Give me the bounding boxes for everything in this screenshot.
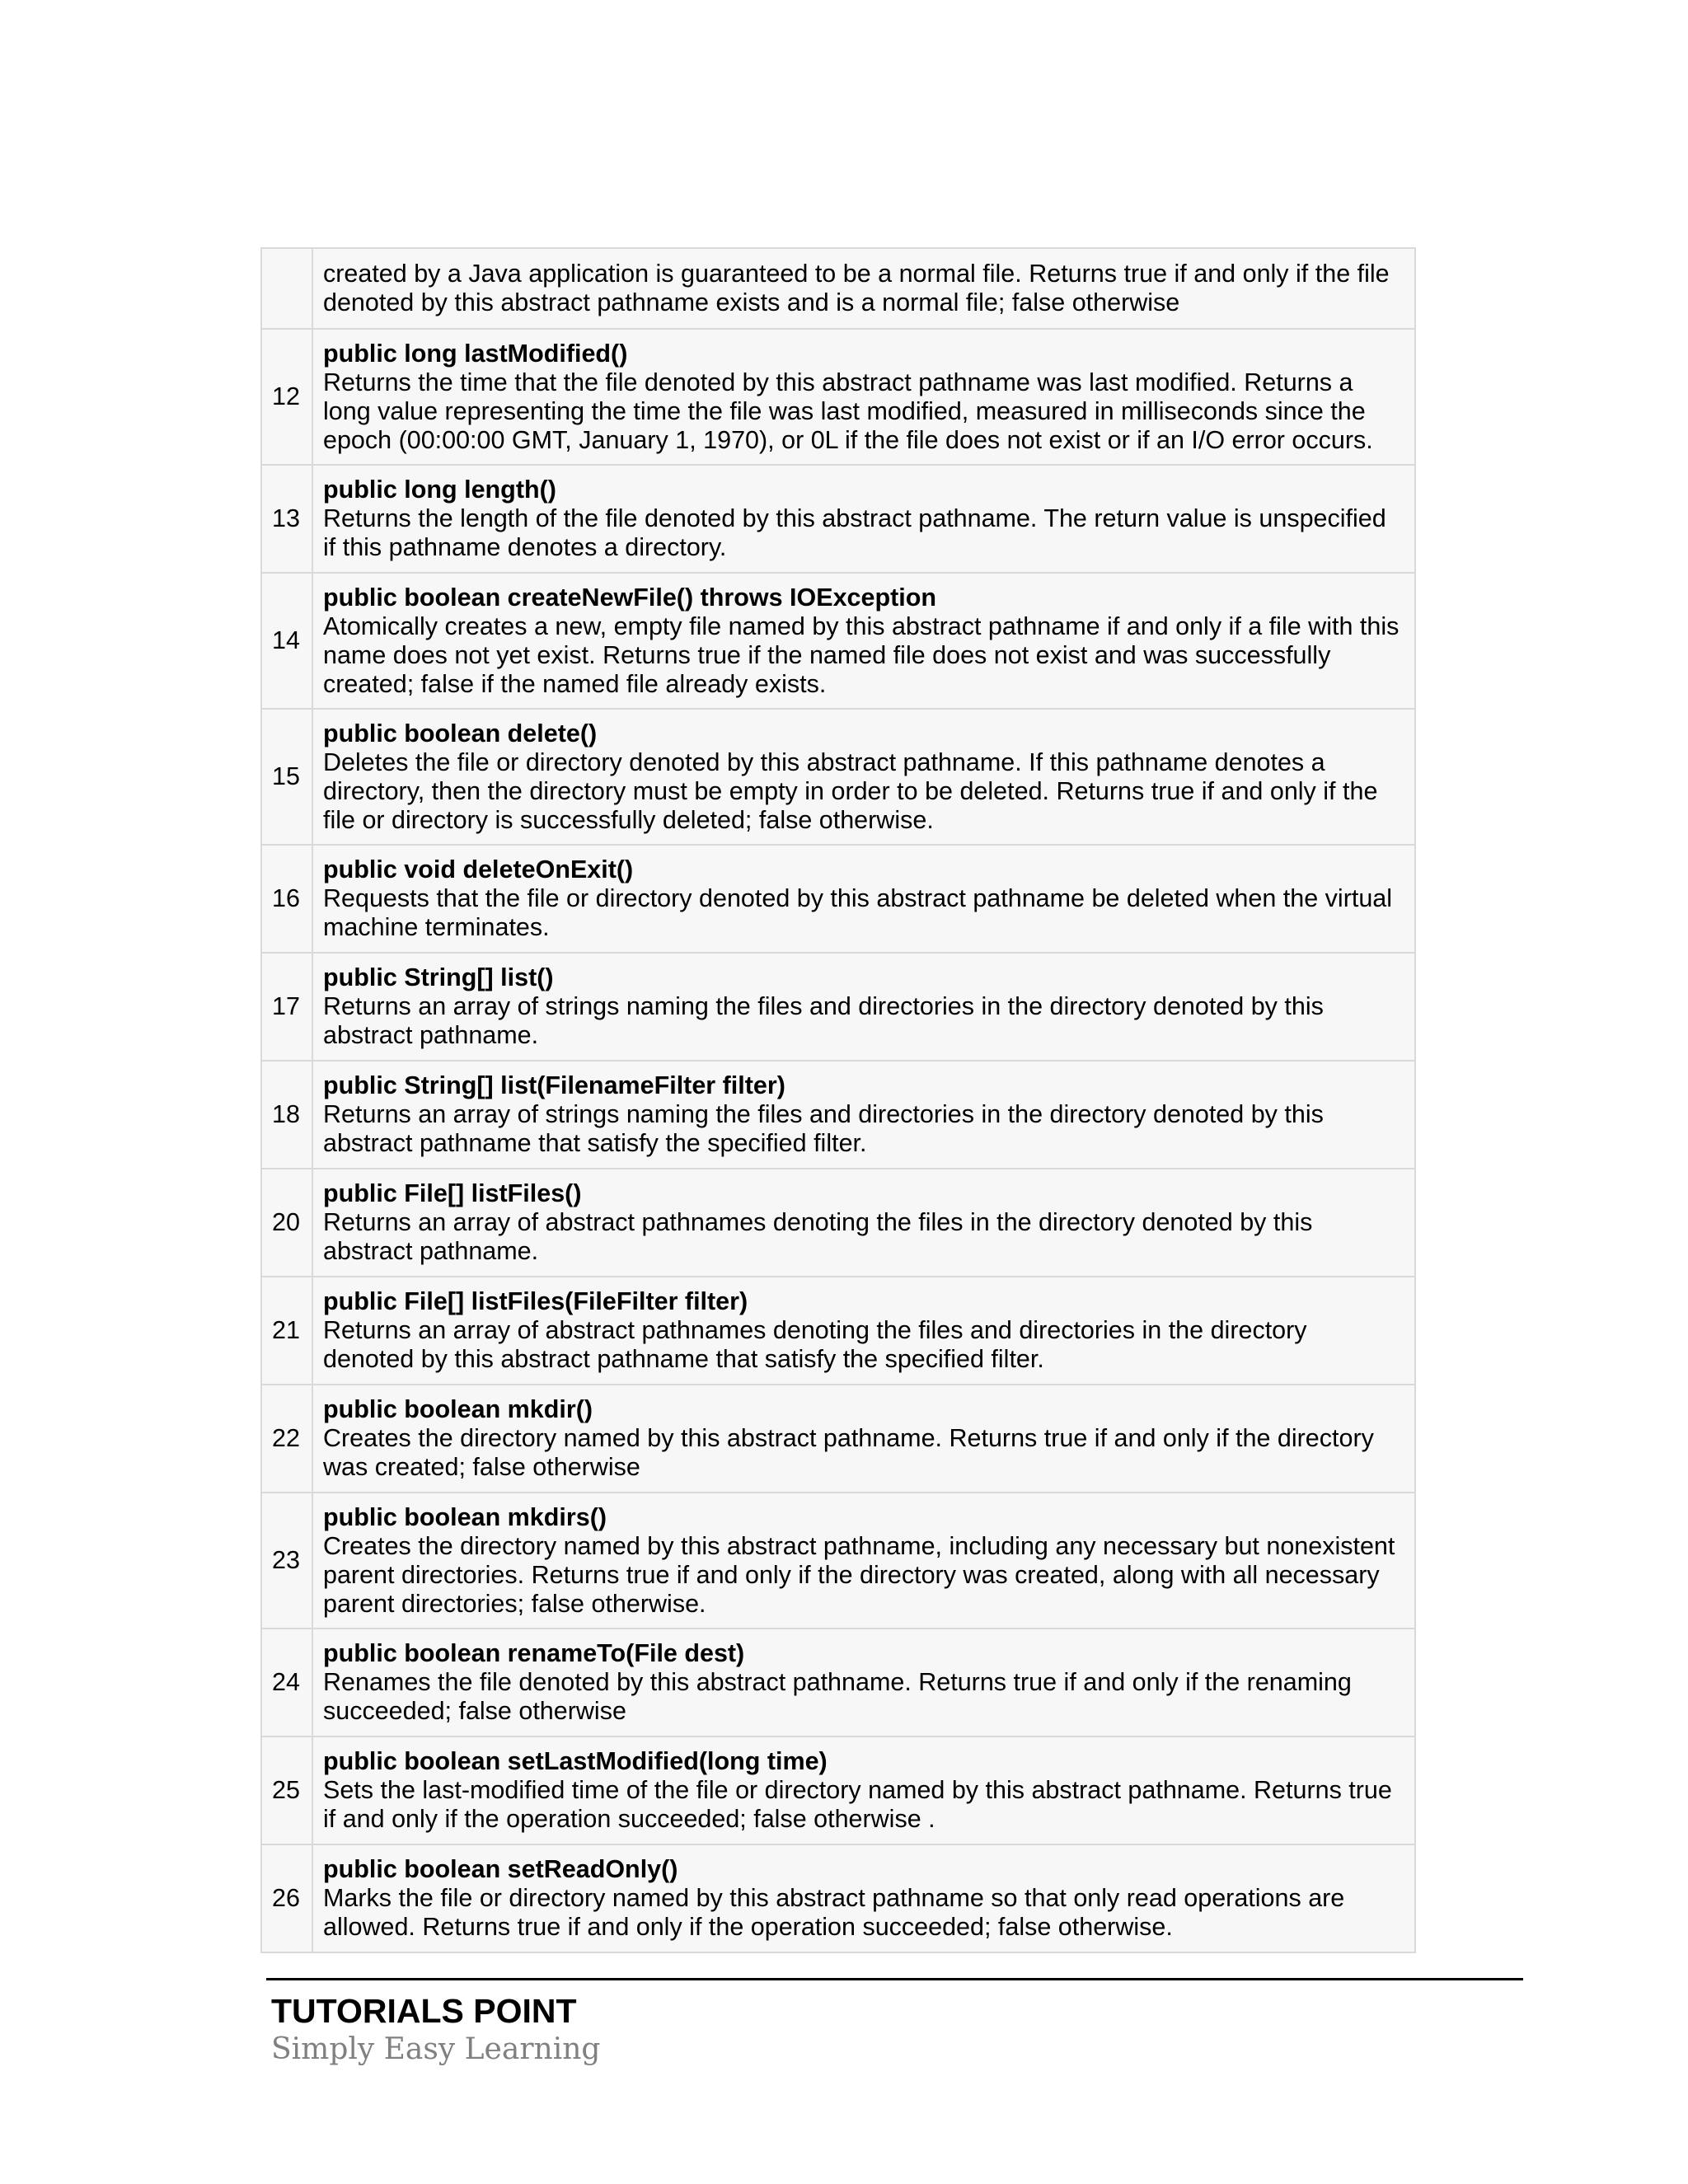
footer-tagline: Simply Easy Learning	[271, 2032, 601, 2066]
method-signature: public boolean renameTo(File dest)	[323, 1639, 745, 1667]
table-row	[261, 845, 1415, 953]
methods-table-body	[261, 248, 1415, 1952]
row-number: 13	[261, 465, 312, 573]
table-row	[261, 953, 1415, 1061]
method-signature: public void deleteOnExit()	[323, 855, 634, 883]
method-signature: public boolean mkdir()	[323, 1395, 593, 1423]
method-cell	[312, 1736, 1415, 1844]
method-cell	[312, 953, 1415, 1061]
table-row	[261, 1629, 1415, 1736]
method-cell	[312, 1277, 1415, 1385]
table-row	[261, 1493, 1415, 1629]
table-row	[261, 709, 1415, 845]
method-signature: public boolean setReadOnly()	[323, 1855, 678, 1883]
method-signature: public String[] list()	[323, 963, 554, 991]
method-description: Requests that the file or directory denoted by this abstract pathname be deleted when the virtual machine terminates.	[323, 884, 1393, 941]
table-row	[261, 573, 1415, 709]
method-cell	[312, 1061, 1415, 1169]
row-number: 14	[261, 573, 312, 709]
method-cell	[312, 709, 1415, 845]
table-row	[261, 329, 1415, 465]
method-description: Returns the time that the file denoted by this abstract pathname was last modified. Returns a long value representing the time the file was last modified, measured in milliseconds since the epoch (00:00:00 GMT, January 1, 1970), or 0L if the file does not exist or if an I/O error occurs.	[323, 368, 1373, 454]
method-description: Deletes the file or directory denoted by this abstract pathname. If this pathname denotes a directory, then the directory must be empty in order to be deleted. Returns true if and only if the file or directory is successfully deleted; false otherwise.	[323, 748, 1378, 834]
table-row	[261, 1385, 1415, 1493]
method-cell	[312, 1385, 1415, 1493]
method-description: Creates the directory named by this abstract pathname. Returns true if and only if the directory was created; false otherwise	[323, 1424, 1374, 1481]
method-description: Returns an array of strings naming the files and directories in the directory denoted by this abstract pathname that satisfy the specified filter.	[323, 1100, 1324, 1157]
row-number: 16	[261, 845, 312, 953]
method-cell	[312, 1629, 1415, 1736]
method-cell	[312, 465, 1415, 573]
method-description: Sets the last-modified time of the file or directory named by this abstract pathname. Returns true if and only if the operation succeeded; false otherwise .	[323, 1776, 1392, 1833]
method-description: Atomically creates a new, empty file named by this abstract pathname if and only if a file with this name does not yet exist. Returns true if the named file does not exist and was successfully created; false if the named file already exists.	[323, 612, 1400, 698]
method-signature: public boolean mkdirs()	[323, 1502, 607, 1531]
method-description: Renames the file denoted by this abstract pathname. Returns true if and only if the renaming succeeded; false otherwise	[323, 1668, 1352, 1725]
table-row	[261, 1169, 1415, 1277]
method-description: Marks the file or directory named by this abstract pathname so that only read operations are allowed. Returns true if and only if the operation succeeded; false otherwise.	[323, 1884, 1345, 1941]
method-description: created by a Java application is guaranteed to be a normal file. Returns true if and only if the file denoted by this abstract pathname exists and is a normal file; false otherwise	[323, 260, 1390, 316]
footer-divider	[266, 1978, 1523, 1980]
method-signature: public long lastModified()	[323, 339, 628, 368]
row-number: 21	[261, 1277, 312, 1385]
method-signature: public String[] list(FilenameFilter filter)	[323, 1071, 785, 1099]
row-number: 17	[261, 953, 312, 1061]
table-row	[261, 1844, 1415, 1952]
row-number: 22	[261, 1385, 312, 1493]
method-signature: public long length()	[323, 476, 556, 504]
table-row	[261, 1736, 1415, 1844]
row-number: 23	[261, 1493, 312, 1629]
footer-brand: TUTORIALS POINT	[271, 1992, 577, 2030]
row-number: 12	[261, 329, 312, 465]
row-number: 24	[261, 1629, 312, 1736]
table-row	[261, 1061, 1415, 1169]
method-description: Returns an array of strings naming the files and directories in the directory denoted by this abstract pathname.	[323, 992, 1324, 1049]
method-cell	[312, 1844, 1415, 1952]
row-number: 18	[261, 1061, 312, 1169]
table-row	[261, 1277, 1415, 1385]
row-number: 26	[261, 1844, 312, 1952]
method-signature: public boolean createNewFile() throws IOException	[323, 583, 936, 612]
row-number: 25	[261, 1736, 312, 1844]
table-row	[261, 465, 1415, 573]
method-signature: public boolean delete()	[323, 719, 598, 748]
method-cell	[312, 573, 1415, 709]
methods-table	[260, 247, 1416, 1953]
method-description: Returns the length of the file denoted by this abstract pathname. The return value is unspecified if this pathname denotes a directory.	[323, 504, 1386, 561]
method-signature: public File[] listFiles(FileFilter filter)	[323, 1287, 748, 1315]
method-cell	[312, 329, 1415, 465]
method-signature: public boolean setLastModified(long time)	[323, 1747, 828, 1775]
row-number	[261, 248, 312, 329]
row-number: 15	[261, 709, 312, 845]
method-description: Creates the directory named by this abstract pathname, including any necessary but nonexistent parent directories. Returns true if and only if the directory was created, along with all necessary parent directories; false otherwise.	[323, 1531, 1395, 1618]
method-cell	[312, 1493, 1415, 1629]
method-cell	[312, 248, 1415, 329]
method-cell	[312, 845, 1415, 953]
method-signature: public File[] listFiles()	[323, 1179, 582, 1207]
method-cell	[312, 1169, 1415, 1277]
method-description: Returns an array of abstract pathnames denoting the files in the directory denoted by this abstract pathname.	[323, 1208, 1313, 1265]
row-number: 20	[261, 1169, 312, 1277]
method-description: Returns an array of abstract pathnames denoting the files and directories in the directory denoted by this abstract pathname that satisfy the specified filter.	[323, 1316, 1307, 1373]
table-row	[261, 248, 1415, 329]
